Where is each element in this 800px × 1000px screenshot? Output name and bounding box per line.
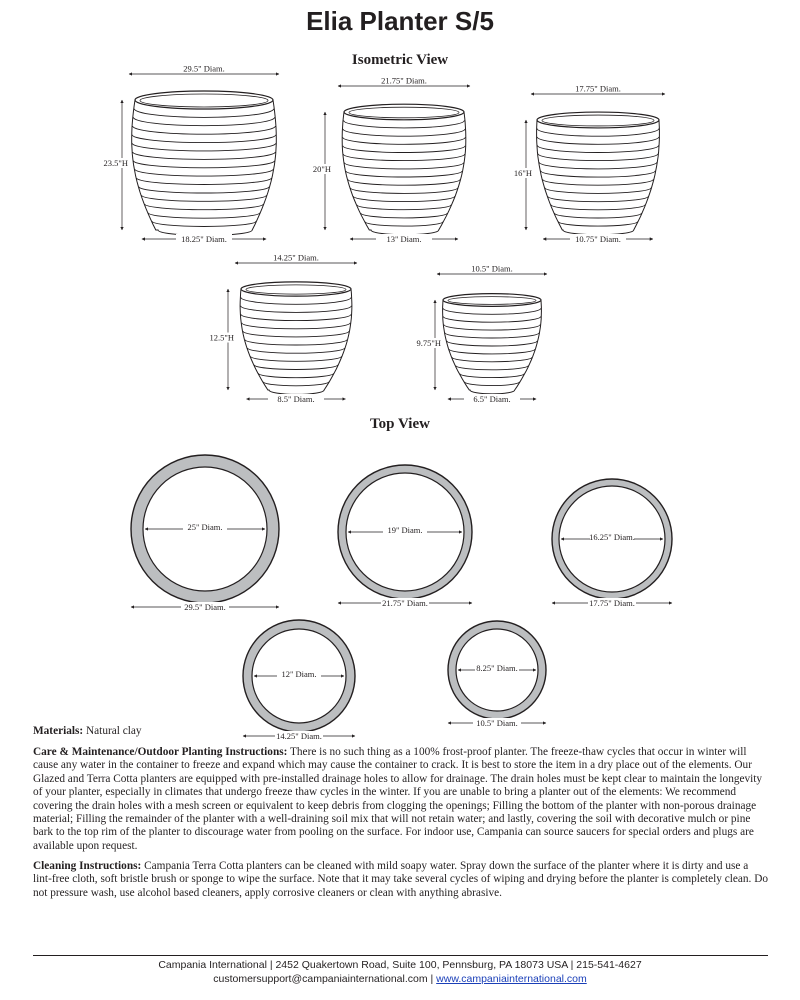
height-label: 23.5"H [103,158,128,168]
top-diameter-label: 21.75" Diam. [381,75,427,86]
top-diameter-label: 17.75" Diam. [575,83,621,94]
planter-inner-rim [246,285,346,294]
cleaning-label: Cleaning Instructions: [33,860,142,872]
isometric-planter-4 [208,253,357,405]
footer-address: Campania International | 2452 Quakertown Road, Suite 100, Pennsburg, PA 18073 USA | 215-541-4627 [158,959,642,971]
care-text: There is no such thing as a 100% frost-proof planter. The freeze-thaw cycles that occur in winter will cause any water in the container to freeze and expand which may cause the container to crack. It is best to store the item in a dry place out of the elements. Our Glazed and Terra Cotta planters are equipped with pre-installed drainage holes to allow for drainage. The drain holes must be kept clear to maintain the longevity of your planter, especially in climates that undergo freeze thaw cycles in the winter. If you are unable to bring a planter out of the elements: We recommend covering the drain holes with a mesh screen or equivalent to keep debris from clogging the openings; Filling the bottom of the planter with non-porous drainage material; Filling the remainder of the planter with a well-draining soil mix that will not retain water; and lastly, covering the soil with decorative mulch or pine bark to the top rim of the planter to discourage water from pooling on the surface. For indoor use, Campania can source saucers for special orders and plugs are available upon request. [33,746,763,852]
planter-inner-rim [448,297,536,305]
base-diameter-label: 8.5" Diam. [277,394,315,404]
materials-text: Natural clay [83,725,142,737]
outer-diameter-label: 21.75" Diam. [382,598,428,608]
inner-diameter-label: 25" Diam. [187,522,223,532]
materials-label: Materials: [33,725,84,737]
top-diameter-label: 29.5" Diam. [183,63,225,74]
footer-email: customersupport@campaniainternational.com [213,973,428,985]
isometric-view-heading: Isometric View [351,52,449,68]
page-title: Elia Planter S/5 [306,6,494,36]
planter-body [240,289,352,394]
planter-inner-rim [542,115,654,126]
height-label: 20"H [312,164,331,174]
planter-inner-rim [349,107,459,118]
footer-divider [33,955,768,956]
height-label: 12.5"H [209,332,234,343]
outer-diameter-label: 14.25" Diam. [276,731,322,740]
planter-inner-rim [140,94,268,107]
base-diameter-label: 10.75" Diam. [575,234,621,244]
footer-website-link[interactable]: www.campaniainternational.com [436,973,587,985]
inner-diameter-label: 16.25" Diam. [589,532,635,542]
base-diameter-label: 18.25" Diam. [181,234,227,244]
care-label: Care & Maintenance/Outdoor Planting Instructions: [33,746,288,758]
cleaning-paragraph [33,860,768,900]
base-diameter-label: 13" Diam. [386,234,422,244]
inner-diameter-label: 19" Diam. [387,525,423,535]
footer-separator: | [427,973,437,985]
height-label: 16"H [513,168,532,178]
top-diameter-label: 10.5" Diam. [471,263,513,274]
height-label: 9.75"H [416,338,441,348]
footer-contact [0,972,800,986]
cleaning-text: Campania Terra Cotta planters can be cleaned with mild soapy water. Spray down the surface of the planter where it is dirty and use a lint-free cloth, soft bristle brush or sponge to wipe the surface. Note that it may take several cycles of wiping and drying before the planter is completely clean. Do not pressure wash, use alcohol based cleaners, apply corrosive cleaners or clean with anything abrasive. [33,860,769,899]
top-diameter-label: 14.25" Diam. [273,252,319,263]
top-view-planter-4 [243,620,355,740]
materials-paragraph [33,725,768,738]
top-view-planter-1 [131,455,279,612]
inner-diameter-label: 8.25" Diam. [476,663,518,673]
base-diameter-label: 6.5" Diam. [473,394,511,404]
isometric-planter-3 [506,84,665,245]
top-view-planter-3 [552,479,672,608]
top-view-heading: Top View [370,416,430,432]
outer-diameter-label: 29.5" Diam. [184,602,226,612]
top-view-planter-2 [338,465,472,608]
outer-diameter-label: 10.5" Diam. [476,718,518,728]
care-paragraph [33,746,768,853]
isometric-planter-1 [102,64,279,245]
isometric-planter-2 [305,76,470,245]
outer-diameter-label: 17.75" Diam. [589,598,635,608]
inner-diameter-label: 12" Diam. [281,669,317,679]
planter-body [342,112,466,235]
top-view-planter-5 [448,621,546,728]
isometric-planter-5 [415,264,547,405]
